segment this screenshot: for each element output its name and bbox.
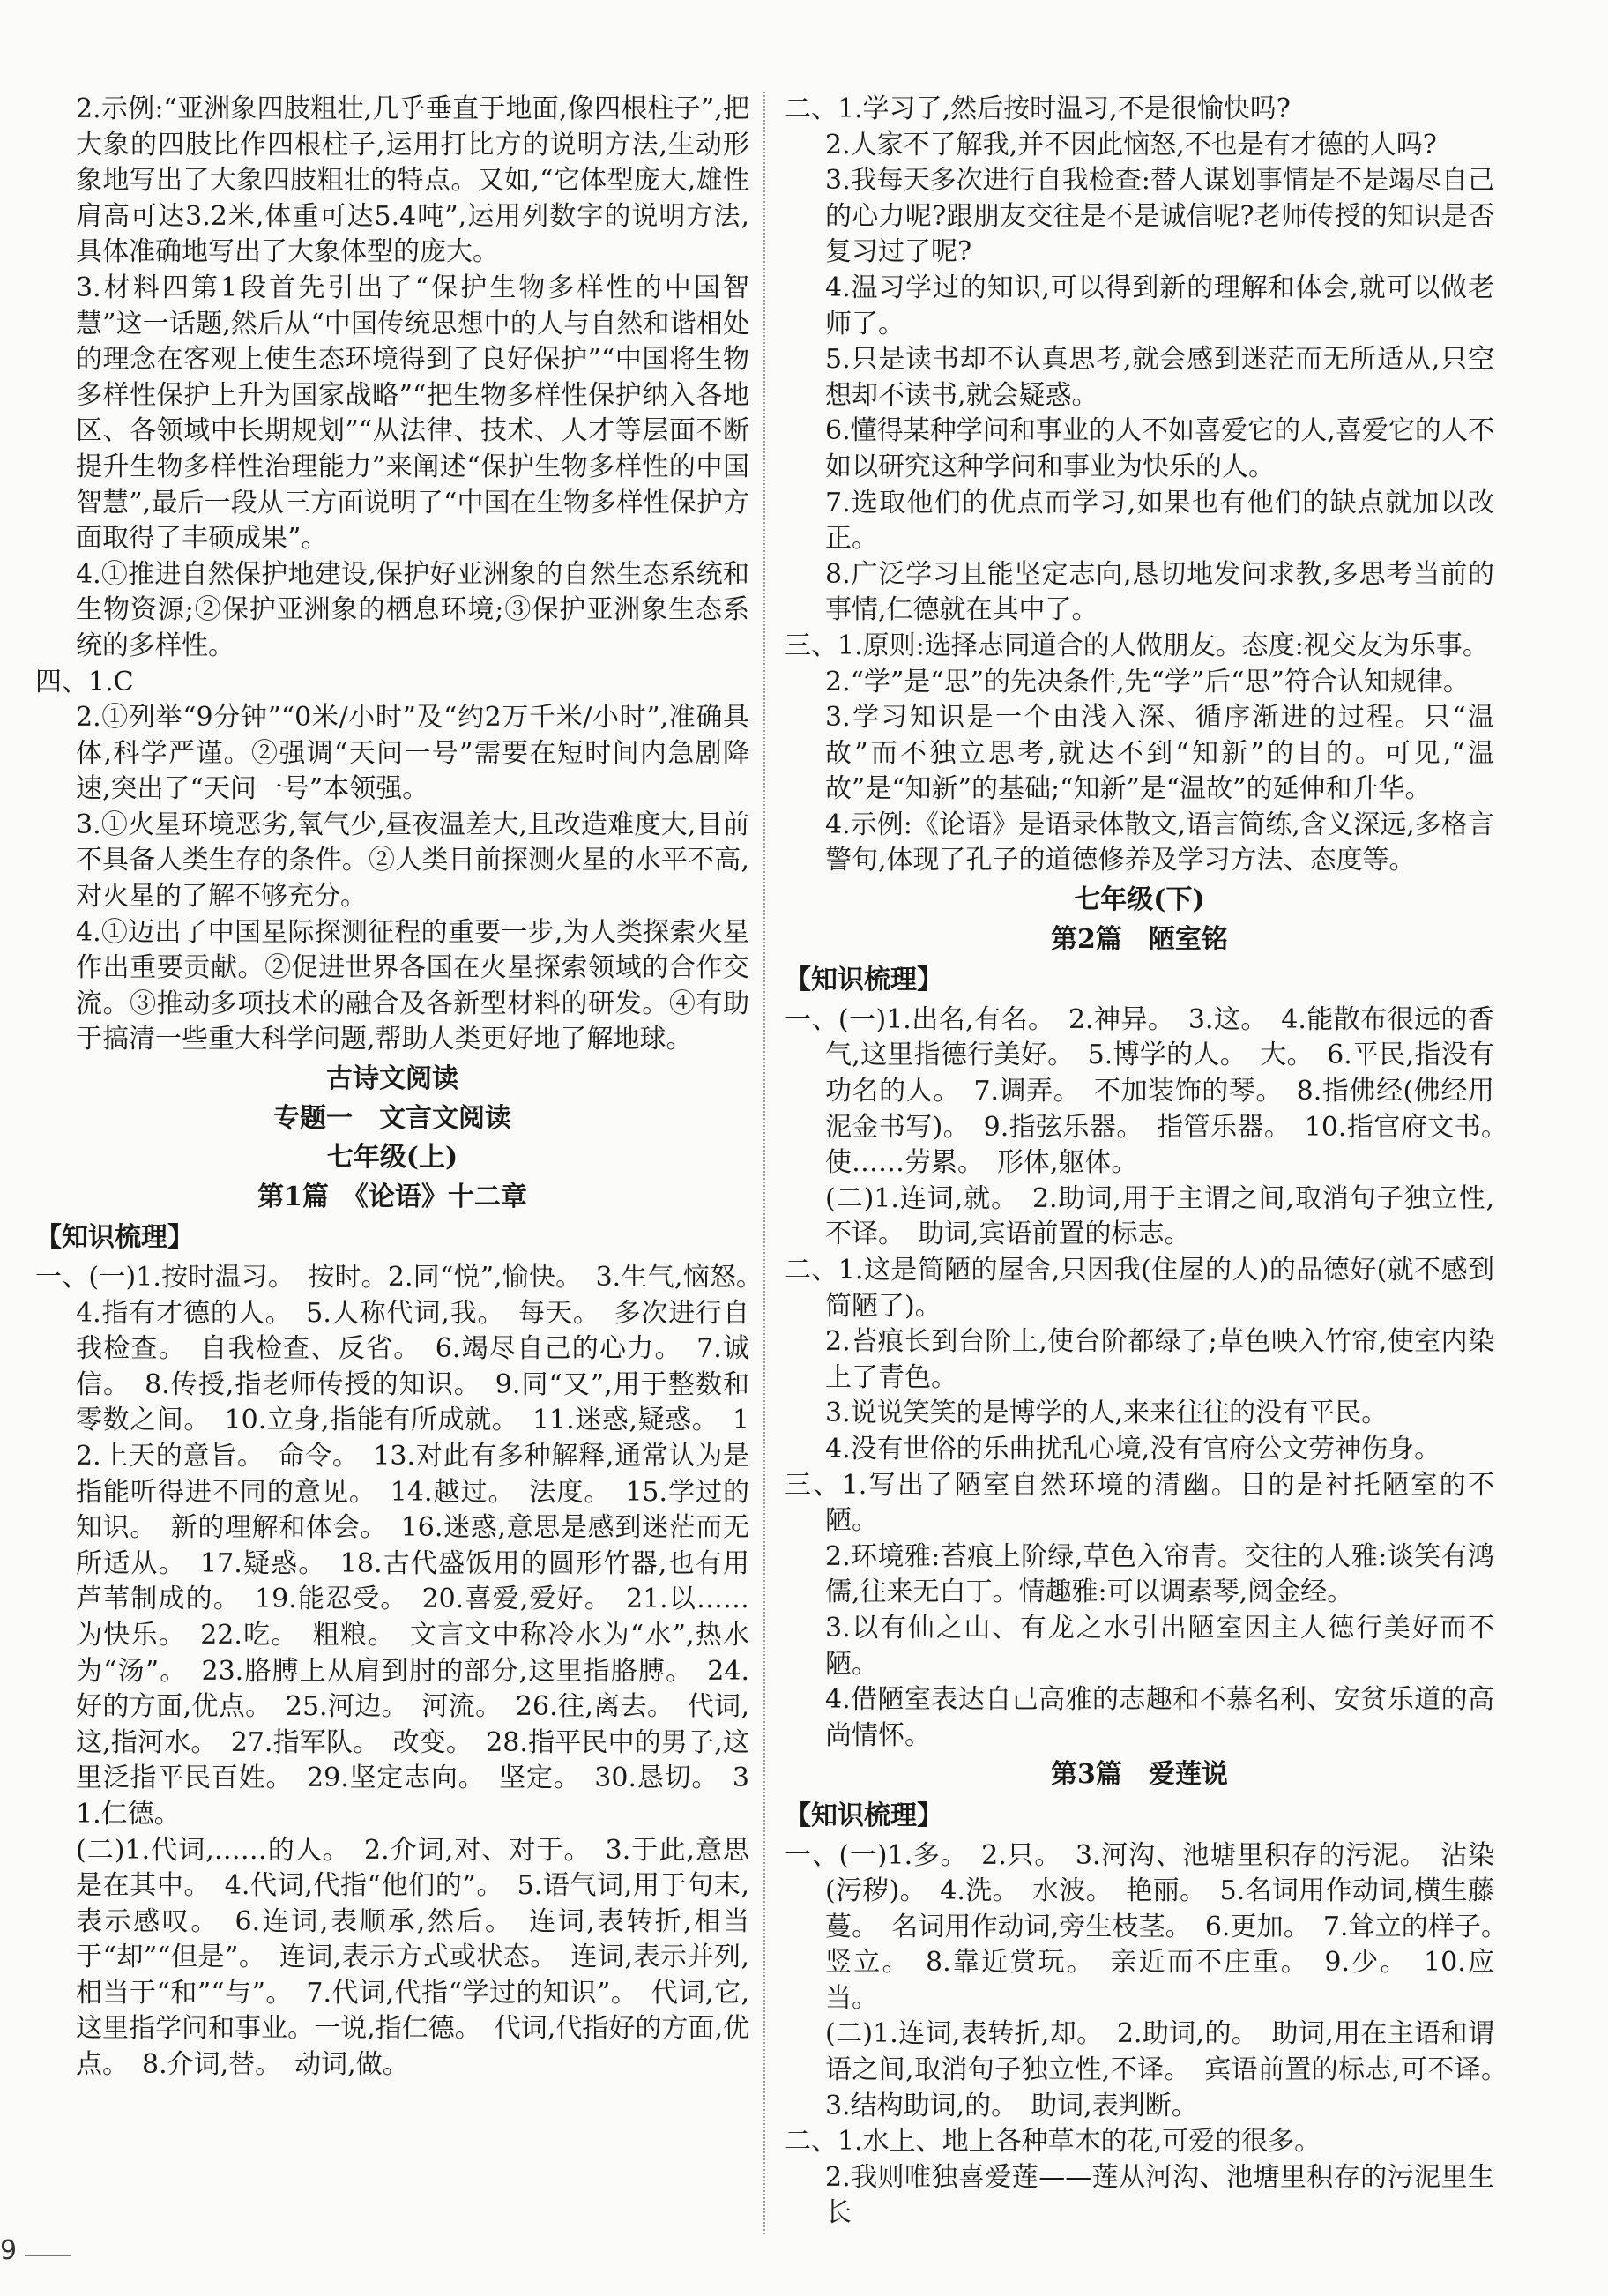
answer-item: 4.借陋室表达自己高雅的志趣和不慕名利、安贫乐道的高尚情怀。 [825,1684,1494,1751]
answer-group: 三、1.原则:选择志同道合的人做朋友。态度:视交友为乐事。 [785,630,1489,661]
answer-item: 3.说说笑笑的是博学的人,来来往往的没有平民。 [825,1398,1388,1429]
answer-group: 一、(一)1.出名,有名。 2.神异。 3.这。 4.能散布很远的香气,这里指德行美好。 5.博学的人。 大。 6.平民,指没有功名的人。 7.调弄。 不加装饰的琴。 8.指佛经(佛经用泥金书写)。 9.指弦乐器。 指管乐器。 10.指官府文书。 使……劳累。 形体,躯体。 [785,1003,1521,1179]
answer-item: 4.没有世俗的乐曲扰乱心境,没有官府公文劳神伤身。 [825,1433,1441,1465]
answer-item: 8.广泛学习且能坚定志向,恳切地发问求教,多思考当前的事情,仁德就在其中了。 [825,558,1494,626]
answer-group: 一、(一)1.按时温习。 按时。2.同“悦”,愉快。 3.生气,恼怒。 4.指有才德的人。 5.人称代词,我。 每天。 多次进行自我检查。 自我检查、反省。 6.竭尽自己的心力。 7.诚信。 8.传授,指老师传授的知识。 9.同“又”,用于整数和零数之间。 10.立身,指能有所成就。 11.迷惑,疑惑。 12.上天的意旨。 命令。 13.对此有多种解释,通常认为是指能听得进不同的意见。 14.越过。 法度。 15.学过的知识。 新的理解和体会。 16.迷惑,意思是感到迷茫而无所适从。 17.疑惑。 18.古代盛饭用的圆形竹器,也有用芦苇制成的。 19.能忍受。 20.喜爱,爱好。 21.以……为快乐。 22.吃。 粗粮。 文言文中称冷水为“水”,热水为“汤”。 23.胳膊上从肩到肘的部分,这里指胳膊。 24.好的方面,优点。 25.河边。 河流。 26.往,离去。 代词,这,指河水。 27.指军队。 改变。 28.指平民中的男子,这里泛指平民百姓。 29.坚定志向。 坚定。 30.恳切。 31.仁德。 [35,1262,776,1830]
section-heading: 七年级(下) [1074,884,1205,916]
answer-item: 3.以有仙之山、有龙之水引出陋室因主人德行美好而不陋。 [825,1612,1494,1680]
answer-item: 2.①列举“9分钟”“0米/小时”及“约2万千米/小时”,准确具体,科学严谨。②强调“天问一号”需要在短时间内急剧降速,突出了“天问一号”本领强。 [76,702,749,805]
section-heading: 第2篇 陋室铭 [1051,923,1228,955]
answer-group: 一、(一)1.多。 2.只。 3.河沟、池塘里积存的污泥。 沾染(污秽)。 4.洗。 水波。 艳丽。 5.名词用作动词,横生藤蔓。 名词用作动词,旁生枝茎。 6.更加。 7.耸立的样子。 竖立。 8.靠近赏玩。 亲近而不庄重。 9.少。 10.应当。 [785,1839,1521,2014]
column-divider [763,92,765,2234]
answer-item: (二)1.代词,……的人。 2.介词,对、对于。 3.于此,意思是在其中。 4.代词,代指“他们的”。 5.语气词,用于句末,表示感叹。 6.连词,表顺承,然后。 连词,表转折,相当于“却”“但是”。 连词,表示方式或状态。 连词,表示并列,相当于“和”“与”。 7.代词,代指“学过的知识”。 代词,它,这里指学问和事业。一说,指仁德。 代词,代指好的方面,优点。 8.介词,替。 动词,做。 [76,1834,749,2081]
answer-item: 4.温习学过的知识,可以得到新的理解和体会,就可以做老师了。 [825,272,1494,339]
answer-item: 6.懂得某种学问和事业的人不如喜爱它的人,喜爱它的人不如以研究这种学问和事业为快乐的人。 [825,415,1494,482]
answer-item: (二)1.连词,就。 2.助词,用于主谓之间,取消句子独立性,不译。 助词,宾语前置的标志。 [825,1182,1494,1250]
section-heading: 第1篇 《论语》十二章 [257,1181,527,1212]
section-heading: 古诗文阅读 [326,1063,458,1095]
answer-item: 2.“学”是“思”的先决条件,先“学”后“思”符合认知规律。 [825,666,1470,697]
section-heading: 七年级(上) [326,1142,458,1174]
answer-group: 三、1.写出了陋室自然环境的清幽。目的是衬托陋室的不陋。 [785,1469,1494,1537]
answer-item: 7.选取他们的优点而学习,如果也有他们的缺点就加以改正。 [825,487,1494,555]
answer-group: 二、1.水上、地上各种草木的花,可爱的很多。 [785,2126,1321,2158]
answer-item: 3.学习知识是一个由浅入深、循序渐进的过程。只“温故”而不独立思考,就达不到“知新”的目的。可见,“温故”是“知新”的基础;“知新”是“温故”的延伸和升华。 [825,702,1494,805]
answer-item: 4.①迈出了中国星际探测征程的重要一步,为人类探索火星作出重要贡献。②促进世界各国在火星探索领域的合作交流。③推动多项技术的融合及各新型材料的研发。④有助于搞清一些重大科学问题,帮助人类更好地了解地球。 [76,916,749,1055]
answer-item: 3.材料四第1段首先引出了“保护生物多样性的中国智慧”这一话题,然后从“中国传统思想中的人与自然和谐相处的理念在客观上使生态环境得到了良好保护”“中国将生物多样性保护上升为国家战略”“把生物多样性保护纳入各地区、各领域中长期规划”“从法律、技术、人才等层面不断提升生物多样性治理能力”来阐述“保护生物多样性的中国智慧”,最后一段从三方面说明了“中国在生物多样性保护方面取得了丰硕成果”。 [76,272,749,555]
left-column [35,92,776,2084]
answer-item: 2.苔痕长到台阶上,使台阶都绿了;草色映入竹帘,使室内染上了青色。 [825,1326,1494,1393]
answer-item: 4.示例:《论语》是语录体散文,语言简练,含义深远,多格言警句,体现了孔子的道德修养及学习方法、态度等。 [825,809,1494,876]
answer-item: 2.环境雅:苔痕上阶绿,草色入帘青。交往的人雅:谈笑有鸿儒,往来无白丁。情趣雅:可以调素琴,阅金经。 [825,1540,1494,1608]
answer-item: 2.人家不了解我,并不因此恼怒,不也是有才德的人吗? [825,129,1437,160]
answer-group: 二、1.学习了,然后按时温习,不是很愉快吗? [785,93,1291,124]
section-heading: 专题一 文言文阅读 [273,1102,511,1134]
answer-group: 四、1.C [35,666,134,697]
knowledge-tag: 【知识梳理】 [35,1222,194,1254]
answer-item: 3.①火星环境恶劣,氧气少,昼夜温差大,且改造难度大,目前不具备人类生存的条件。②人类目前探测火星的水平不高,对火星的了解不够充分。 [76,809,749,913]
page-number: 9 [0,2235,18,2266]
answer-item: 2.我则唯独喜爱莲——莲从河沟、池塘里积存的污泥里生长 [825,2161,1494,2229]
answer-item: 5.只是读书却不认真思考,就会感到迷茫而无所适从,只空想却不读书,就会疑惑。 [825,344,1494,411]
answer-item: 2.示例:“亚洲象四肢粗壮,几乎垂直于地面,像四根柱子”,把大象的四肢比作四根柱子,运用打比方的说明方法,生动形象地写出了大象四肢粗壮的特点。又如,“它体型庞大,雄性肩高可达3.2米,体重可达5.4吨”,运用列数字的说明方法,具体准确地写出了大象体型的庞大。 [76,93,749,268]
answer-item: (二)1.连词,表转折,却。 2.助词,的。 助词,用在主语和谓语之间,取消句子独立性,不译。 宾语前置的标志,可不译。 3.结构助词,的。 助词,表判断。 [825,2018,1521,2121]
knowledge-tag: 【知识梳理】 [785,1800,943,1831]
answer-group: 二、1.这是简陋的屋舍,只因我(住屋的人)的品德好(就不感到简陋了)。 [785,1255,1494,1322]
section-heading: 第3篇 爱莲说 [1051,1759,1228,1791]
right-column [785,92,1521,2232]
answer-item: 3.我每天多次进行自我检查:替人谋划事情是不是竭尽自己的心力呢?跟朋友交往是不是诚信呢?老师传授的知识是否复习过了呢? [825,165,1494,268]
knowledge-tag: 【知识梳理】 [785,965,943,996]
page-number-rule [25,2255,71,2256]
answer-item: 4.①推进自然保护地建设,保护好亚洲象的自然生态系统和生物资源;②保护亚洲象的栖息环境;③保护亚洲象生态系统的多样性。 [76,558,749,661]
